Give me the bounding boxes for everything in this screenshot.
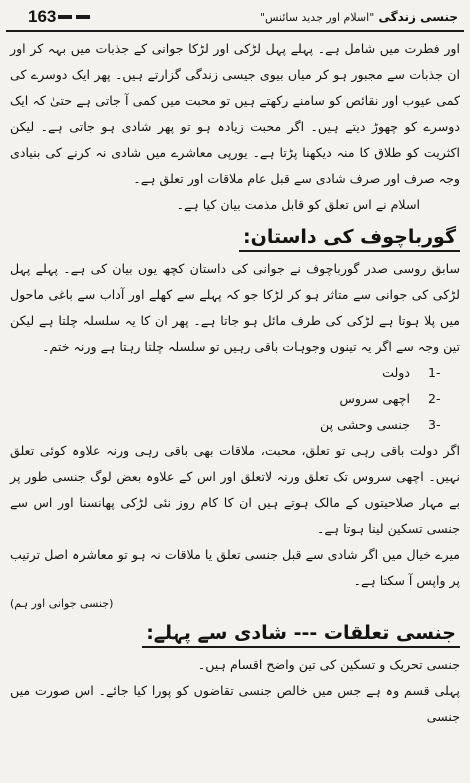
page-body (10, 36, 460, 730)
paragraph: اسلام نے اس تعلق کو قابل مذمت بیان کیا ہے۔ (176, 197, 420, 212)
list-number: 2- (428, 391, 441, 406)
running-title: جنسی زندگی (378, 9, 458, 24)
paragraph: اور فطرت میں شامل ہے۔ پہلے پہل لڑکی اور لڑکا جوانی کے جذبات میں بہہ کر اور ان جذبات سے مجبور ہو کر میاں بیوی جیسی زندگی گزارتے ہیں۔ پھر ایک دوسرے کی کمی عیوب اور نقائص کو سامنے رکھتے ہیں تو محبت میں کمی آ جاتی ہے حتیٰ کہ ایک دوسرے کو چھوڑ دیتے ہیں۔ اگر محبت زیادہ ہو تو پھر شادی ہو جاتی ہے۔ لیکن اکثریت کو طلاق کا منہ دیکھنا پڑتا ہے۔ یورپی معاشرے میں شادی نہ کرنے کی بنیادی وجہ صرف اور صرف شادی سے قبل عام ملاقات اور تعلق ہے۔ (10, 41, 460, 186)
running-subtitle: "اسلام اور جدید سائنس" (259, 10, 375, 24)
running-header (260, 10, 458, 24)
paragraph: اگر دولت باقی رہی تو تعلق، محبت، ملاقات بھی باقی رہی ورنہ علاوہ کوئی تعلق نہیں۔ اچھی سروس تک تعلق ورنہ لاتعلق اور اس کے علاوہ بعض لوگ جنسی طور پر بے مہار صلاحیتوں کے مالک ہوتے ہیں ان کا کام روز نئی لڑکی پھانسنا اور اس سے جنسی تسکین لینا ہوتا ہے۔ (10, 443, 460, 536)
list-number: 1- (428, 365, 441, 380)
paragraph: جنسی تحریک و تسکین کی تین واضح اقسام ہیں۔ (197, 657, 460, 672)
list-item (10, 412, 460, 438)
header-rule-mark (58, 15, 72, 19)
paragraph: پہلی قسم وہ ہے جس میں خالص جنسی تقاضوں کو پورا کیا جائے۔ اس صورت میں جنسی (10, 683, 460, 724)
numbered-list (10, 360, 460, 438)
list-item (10, 386, 460, 412)
section-heading: جنسی تعلقات --- شادی سے پہلے: (142, 622, 460, 648)
paragraph: سابق روسی صدر گورباچوف نے جوانی کی داستان کچھ یوں بیان کی ہے۔ پہلے پہل لڑکی کی جوانی سے متاثر ہو کر لڑکا جو کہ پہلے سے کھلے اور آداب سے باغی ماحول میں پلا ہوتا ہے لڑکی کی طرف مائل ہو جاتا ہے۔ پھر ان کا یہ سلسلہ چلتا ہے لیکن تین وجہ سے اگر یہ تینوں وجوہات باقی رہیں تو سلسلہ چلتا رہتا ہے ورنہ ختم۔ (10, 261, 460, 354)
page-number: 163 (28, 6, 57, 26)
list-text: دولت (382, 365, 410, 380)
page-header (6, 3, 464, 32)
source-citation: (جنسی جوانی اور ہم) (10, 597, 114, 610)
list-text: جنسی وحشی پن (319, 417, 410, 432)
list-number: 3- (428, 417, 441, 432)
list-text: اچھی سروس (339, 391, 410, 406)
header-rule-mark (76, 15, 90, 19)
list-item (10, 360, 460, 386)
section-heading: گورباچوف کی داستان: (239, 226, 460, 252)
paragraph: میرے خیال میں اگر شادی سے قبل جنسی تعلق یا ملاقات نہ ہو تو معاشرہ اصل ترتیب پر واپس آ سکتا ہے۔ (10, 547, 460, 588)
